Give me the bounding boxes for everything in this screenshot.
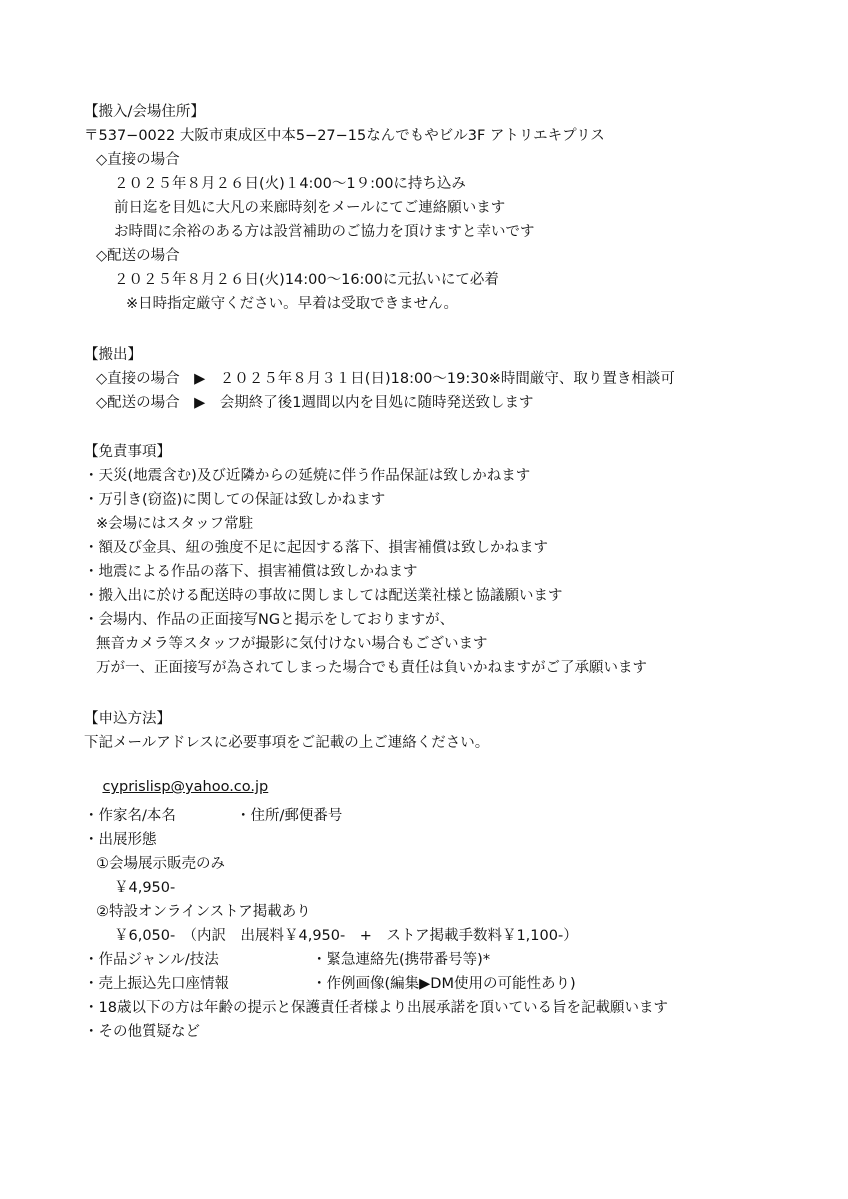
disclaimer-item: ・額及び金具、紐の強度不足に起因する落下、損害補償は致しかねます xyxy=(84,540,548,556)
application-instruction: 下記メールアドレスに必要事項をご記載の上ご連絡ください。 xyxy=(84,735,490,751)
disclaimer-note: ※会場にはスタッフ常駐 xyxy=(96,516,254,532)
venue-shipping-label: ◇配送の場合 xyxy=(96,248,180,264)
venue-shipping-note: ※日時指定厳守ください。早着は受取できません。 xyxy=(126,296,459,312)
field-artist-name: ・作家名/本名 xyxy=(84,808,176,824)
field-sample-images: ・作例画像(編集▶DM使用の可能性あり) xyxy=(312,976,576,992)
application-heading: 【申込方法】 xyxy=(84,711,171,727)
carry-out-direct: ◇直接の場合 ▶ ２０２５年８月３１日(日)18:00〜19:30※時間厳守、取り置き相談可 xyxy=(96,371,675,387)
contact-email-link[interactable]: cyprislisp@yahoo.co.jp xyxy=(102,779,269,795)
field-format: ・出展形態 xyxy=(84,832,157,848)
format-option-1: ①会場展示販売のみ xyxy=(96,856,225,872)
disclaimer-item-continued: 無音カメラ等スタッフが撮影に気付けない場合もございます xyxy=(96,636,488,652)
venue-direct-line-1: ２０２５年８月２６日(火)１4:00〜1９:00に持ち込み xyxy=(114,176,466,192)
field-emergency-contact: ・緊急連絡先(携帯番号等)* xyxy=(312,952,491,968)
disclaimer-heading: 【免責事項】 xyxy=(84,444,171,460)
venue-shipping-line-1: ２０２５年８月２６日(火)14:00〜16:00に元払いにて必着 xyxy=(114,272,499,288)
field-address-postal: ・住所/郵便番号 xyxy=(236,808,343,824)
disclaimer-item: ・万引き(窃盗)に関しての保証は致しかねます xyxy=(84,492,386,508)
venue-direct-label: ◇直接の場合 xyxy=(96,152,180,168)
venue-direct-line-3: お時間に余裕のある方は設営補助のご協力を頂けますと幸いです xyxy=(114,224,535,240)
disclaimer-item: ・会場内、作品の正面接写NGと掲示をしておりますが、 xyxy=(84,612,455,628)
carry-out-heading: 【搬出】 xyxy=(84,347,142,363)
venue-direct-line-2: 前日迄を目処に大凡の来廊時刻をメールにてご連絡願います xyxy=(114,200,506,216)
venue-address: 〒537−0022 大阪市東成区中本5−27−15なんでもやビル3F アトリエキプリス xyxy=(84,128,605,144)
format-option-1-price: ￥4,950- xyxy=(114,880,176,896)
disclaimer-item: ・天災(地震含む)及び近隣からの延焼に伴う作品保証は致しかねます xyxy=(84,468,531,484)
disclaimer-item: ・地震による作品の落下、損害補償は致しかねます xyxy=(84,564,418,580)
venue-heading: 【搬入/会場住所】 xyxy=(84,104,205,120)
field-genre: ・作品ジャンル/技法 xyxy=(84,952,219,968)
disclaimer-item-continued: 万が一、正面接写が為されてしまった場合でも責任は負いかねますがご了承願います xyxy=(96,660,647,676)
format-option-2: ②特設オンラインストア掲載あり xyxy=(96,904,311,920)
format-option-2-price: ￥6,050- （内訳 出展料￥4,950- + ストア掲載手数料￥1,100-） xyxy=(114,928,578,944)
field-other: ・その他質疑など xyxy=(84,1024,200,1040)
disclaimer-item: ・搬入出に於ける配送時の事故に関しましては配送業社様と協議願います xyxy=(84,588,563,604)
carry-out-shipping: ◇配送の場合 ▶ 会期終了後1週間以内を目処に随時発送致します xyxy=(96,395,534,411)
field-minor-consent: ・18歳以下の方は年齢の提示と保護責任者様より出展承諾を頂いている旨を記載願います xyxy=(84,1000,668,1016)
field-bank-account: ・売上振込先口座情報 xyxy=(84,976,229,992)
